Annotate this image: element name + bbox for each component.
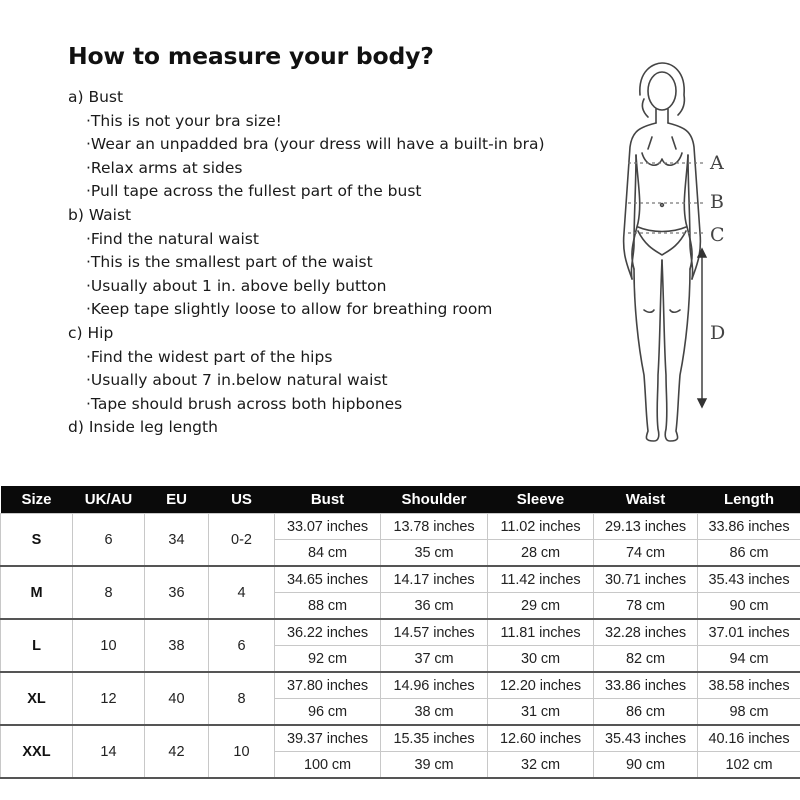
- cm-cell: 31 cm: [488, 699, 594, 726]
- instruction-heading: d) Inside leg length: [68, 418, 218, 437]
- uk-au-cell: 6: [73, 514, 145, 567]
- uk-au-cell: 12: [73, 672, 145, 725]
- instruction-heading: a) Bust: [68, 88, 124, 106]
- us-cell: 8: [209, 672, 275, 725]
- size-cell: L: [1, 619, 73, 672]
- us-cell: 6: [209, 619, 275, 672]
- size-chart-table: [0, 486, 800, 779]
- instruction-heading: c) Hip: [68, 323, 114, 342]
- column-header: Sleeve: [488, 486, 594, 514]
- inches-cell: 33.86 inches: [594, 672, 698, 699]
- inches-cell: 11.81 inches: [488, 619, 594, 646]
- instruction-bullet: ·Pull tape across the fullest part of the bust: [86, 182, 422, 201]
- cm-cell: 92 cm: [275, 646, 381, 673]
- eu-cell: 40: [145, 672, 209, 725]
- inches-cell: 40.16 inches: [698, 725, 800, 752]
- eu-cell: 36: [145, 566, 209, 619]
- cm-cell: 38 cm: [381, 699, 488, 726]
- table-row: [1, 566, 800, 593]
- label-c: C: [710, 224, 725, 246]
- us-cell: 0-2: [209, 514, 275, 567]
- column-header: Waist: [594, 486, 698, 514]
- cm-cell: 74 cm: [594, 540, 698, 567]
- table-row: [1, 725, 800, 752]
- column-header: Length: [698, 486, 800, 514]
- cm-cell: 32 cm: [488, 752, 594, 779]
- label-b: B: [710, 191, 724, 213]
- table-row: [1, 514, 800, 540]
- cm-cell: 36 cm: [381, 593, 488, 620]
- instruction-bullet: ·This is the smallest part of the waist: [86, 253, 373, 272]
- label-a: A: [710, 152, 724, 174]
- inches-cell: 29.13 inches: [594, 514, 698, 540]
- inches-cell: 38.58 inches: [698, 672, 800, 699]
- instruction-bullet: ·Find the natural waist: [86, 229, 259, 248]
- cm-cell: 78 cm: [594, 593, 698, 620]
- label-d: D: [710, 322, 726, 344]
- instruction-bullet: ·Usually about 1 in. above belly button: [86, 276, 387, 295]
- cm-cell: 94 cm: [698, 646, 800, 673]
- inches-cell: 11.42 inches: [488, 566, 594, 593]
- inches-cell: 37.80 inches: [275, 672, 381, 699]
- uk-au-cell: 14: [73, 725, 145, 778]
- inches-cell: 12.20 inches: [488, 672, 594, 699]
- instruction-bullet: ·Find the widest part of the hips: [86, 347, 333, 366]
- column-header: Size: [1, 486, 73, 514]
- inches-cell: 34.65 inches: [275, 566, 381, 593]
- cm-cell: 35 cm: [381, 540, 488, 567]
- inches-cell: 33.86 inches: [698, 514, 800, 540]
- inches-cell: 32.28 inches: [594, 619, 698, 646]
- inches-cell: 30.71 inches: [594, 566, 698, 593]
- us-cell: 4: [209, 566, 275, 619]
- cm-cell: 88 cm: [275, 593, 381, 620]
- page-title: How to measure your body?: [68, 42, 434, 70]
- cm-cell: 90 cm: [698, 593, 800, 620]
- instruction-bullet: ·Keep tape slightly loose to allow for breathing room: [86, 300, 493, 319]
- size-cell: XL: [1, 672, 73, 725]
- column-header: UK/AU: [73, 486, 145, 514]
- cm-cell: 39 cm: [381, 752, 488, 779]
- inches-cell: 15.35 inches: [381, 725, 488, 752]
- instruction-bullet: ·Relax arms at sides: [86, 158, 243, 177]
- column-header: EU: [145, 486, 209, 514]
- instruction-bullet: ·Usually about 7 in.below natural waist: [86, 371, 388, 390]
- cm-cell: 86 cm: [698, 540, 800, 567]
- inches-cell: 14.96 inches: [381, 672, 488, 699]
- uk-au-cell: 8: [73, 566, 145, 619]
- cm-cell: 37 cm: [381, 646, 488, 673]
- inches-cell: 14.57 inches: [381, 619, 488, 646]
- instruction-bullet: ·Wear an unpadded bra (your dress will have a built-in bra): [86, 135, 545, 154]
- inches-cell: 14.17 inches: [381, 566, 488, 593]
- cm-cell: 96 cm: [275, 699, 381, 726]
- inches-cell: 11.02 inches: [488, 514, 594, 540]
- inches-cell: 13.78 inches: [381, 514, 488, 540]
- instruction-bullet: ·This is not your bra size!: [86, 111, 282, 130]
- measurement-instructions: [68, 86, 545, 440]
- column-header: US: [209, 486, 275, 514]
- size-cell: S: [1, 514, 73, 567]
- cm-cell: 82 cm: [594, 646, 698, 673]
- cm-cell: 84 cm: [275, 540, 381, 567]
- cm-cell: 30 cm: [488, 646, 594, 673]
- uk-au-cell: 10: [73, 619, 145, 672]
- inches-cell: 33.07 inches: [275, 514, 381, 540]
- instruction-heading: b) Waist: [68, 205, 132, 224]
- table-header-row: [1, 486, 800, 514]
- cm-cell: 29 cm: [488, 593, 594, 620]
- cm-cell: 100 cm: [275, 752, 381, 779]
- column-header: Bust: [275, 486, 381, 514]
- us-cell: 10: [209, 725, 275, 778]
- table-row: [1, 619, 800, 646]
- inches-cell: 35.43 inches: [698, 566, 800, 593]
- inches-cell: 36.22 inches: [275, 619, 381, 646]
- cm-cell: 98 cm: [698, 699, 800, 726]
- cm-cell: 102 cm: [698, 752, 800, 779]
- cm-cell: 86 cm: [594, 699, 698, 726]
- cm-cell: 90 cm: [594, 752, 698, 779]
- instruction-bullet: ·Tape should brush across both hipbones: [86, 394, 403, 413]
- body-measurement-figure: [600, 55, 800, 450]
- table-row: [1, 672, 800, 699]
- inches-cell: 39.37 inches: [275, 725, 381, 752]
- size-cell: XXL: [1, 725, 73, 778]
- eu-cell: 34: [145, 514, 209, 567]
- inches-cell: 37.01 inches: [698, 619, 800, 646]
- eu-cell: 38: [145, 619, 209, 672]
- cm-cell: 28 cm: [488, 540, 594, 567]
- column-header: Shoulder: [381, 486, 488, 514]
- eu-cell: 42: [145, 725, 209, 778]
- size-cell: M: [1, 566, 73, 619]
- inches-cell: 35.43 inches: [594, 725, 698, 752]
- inches-cell: 12.60 inches: [488, 725, 594, 752]
